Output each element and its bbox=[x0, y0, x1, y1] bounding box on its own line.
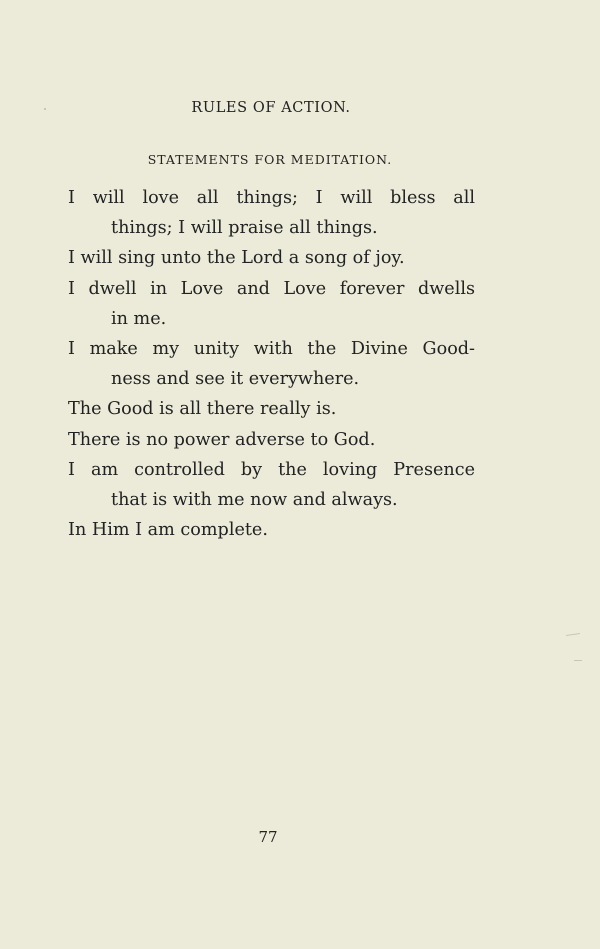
statement-line: that is with me now and always. bbox=[111, 490, 398, 511]
paper-mark bbox=[44, 108, 46, 110]
statement-line: I will sing unto the Lord a song of joy. bbox=[68, 248, 405, 269]
statement-line: I am controlled by the loving Presence bbox=[68, 459, 475, 480]
paper-mark bbox=[566, 633, 580, 636]
page-number: 77 bbox=[258, 828, 278, 846]
statement-line: I make my unity with the Divine Good- bbox=[68, 339, 475, 360]
running-head: RULES OF ACTION. bbox=[191, 100, 351, 116]
statement-line: things; I will praise all things. bbox=[111, 218, 378, 239]
statement-line: There is no power adverse to God. bbox=[68, 429, 376, 450]
statement-line: in me. bbox=[111, 308, 167, 329]
meditation-statements bbox=[68, 183, 475, 545]
paper-mark bbox=[574, 660, 582, 661]
statement-line: I will love all things; I will bless all bbox=[68, 188, 475, 208]
statement-line: I dwell in Love and Love forever dwells bbox=[68, 278, 475, 299]
section-title: STATEMENTS FOR MEDITATION. bbox=[147, 152, 393, 167]
statement-line: In Him I am complete. bbox=[68, 520, 268, 541]
statement-line: The Good is all there really is. bbox=[68, 399, 337, 420]
statement-line: ness and see it everywhere. bbox=[111, 369, 360, 390]
